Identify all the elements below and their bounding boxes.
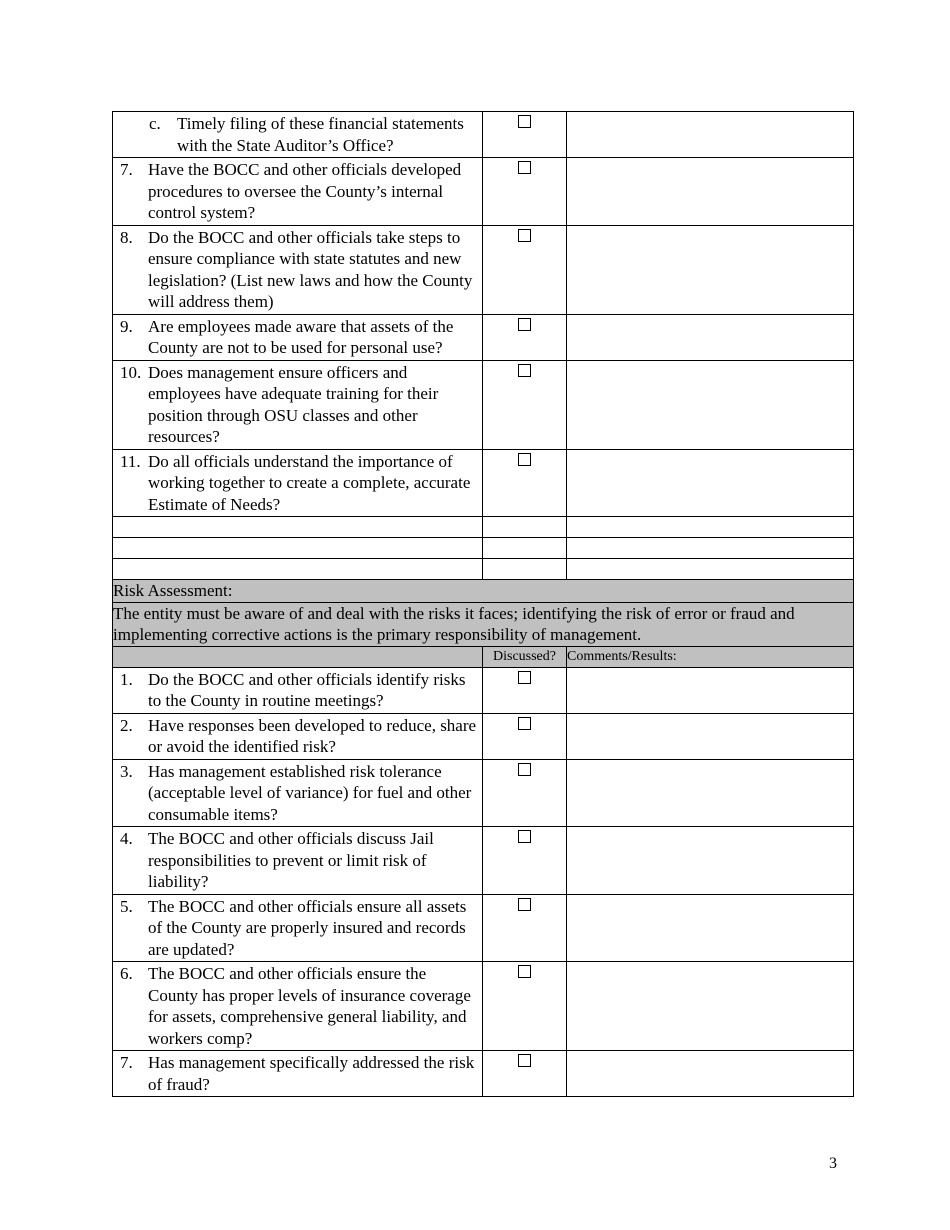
comments-cell[interactable] (567, 225, 854, 314)
discussed-checkbox[interactable] (518, 229, 531, 242)
comments-cell[interactable] (567, 827, 854, 895)
discussed-checkbox[interactable] (518, 717, 531, 730)
discussed-cell (483, 667, 567, 713)
question-number: 10. (120, 362, 142, 382)
discussed-cell (483, 759, 567, 827)
section-title: Risk Assessment: (113, 580, 854, 603)
question (113, 714, 482, 759)
question-text: The BOCC and other officials discuss Jail responsibilities to prevent or limit risk of liability? (148, 829, 434, 891)
comments-cell[interactable] (567, 449, 854, 517)
checklist-row (113, 713, 854, 759)
discussed-cell (483, 894, 567, 962)
question-text: Are employees made aware that assets of the County are not to be used for personal use? (148, 316, 454, 357)
checklist-row (113, 449, 854, 517)
question-text: Do the BOCC and other officials take steps to ensure compliance with state statutes and new legislation? (List new laws and how the County will address them) (148, 227, 473, 311)
comments-cell[interactable] (567, 314, 854, 360)
checklist-row (113, 1051, 854, 1097)
question (113, 760, 482, 827)
discussed-cell (483, 158, 567, 226)
blank-row (113, 559, 854, 580)
comments-cell[interactable] (567, 360, 854, 449)
question (113, 226, 482, 314)
question (113, 158, 482, 225)
question-number: 7. (120, 160, 133, 179)
discussed-checkbox[interactable] (518, 161, 531, 174)
discussed-checkbox[interactable] (518, 898, 531, 911)
discussed-checkbox[interactable] (518, 965, 531, 978)
discussed-cell (483, 449, 567, 517)
question (113, 361, 482, 449)
question-number: 3. (120, 761, 133, 781)
column-header-discussed: Discussed? (483, 646, 567, 667)
question-cell (113, 894, 483, 962)
discussed-cell (483, 827, 567, 895)
comments-cell[interactable] (567, 112, 854, 158)
checklist-row (113, 225, 854, 314)
question-number: 8. (120, 227, 133, 247)
discussed-checkbox[interactable] (518, 115, 531, 128)
checklist-row (113, 962, 854, 1051)
question-cell (113, 827, 483, 895)
blank-row (113, 517, 854, 538)
question-cell (113, 713, 483, 759)
question-number: 2. (120, 715, 133, 735)
question-text: Has management specifically addressed the risk of fraud? (148, 1053, 475, 1094)
question-cell (113, 449, 483, 517)
question-text: Do all officials understand the importance of working together to create a complete, accurate Estimate of Needs? (148, 451, 471, 514)
question (113, 450, 482, 517)
discussed-checkbox[interactable] (518, 453, 531, 466)
discussed-cell (483, 314, 567, 360)
discussed-cell (483, 713, 567, 759)
discussed-checkbox[interactable] (518, 318, 531, 331)
checklist-row (113, 112, 854, 158)
question-number: c. (149, 114, 161, 133)
question-text: Does management ensure officers and employees have adequate training for their position through OSU classes and other resources? (148, 362, 439, 446)
comments-cell[interactable] (567, 667, 854, 713)
comments-cell[interactable] (567, 894, 854, 962)
question-text: Have the BOCC and other officials developed procedures to oversee the County’s internal control system? (148, 160, 462, 222)
question-cell (113, 225, 483, 314)
question (113, 668, 482, 713)
discussed-cell (483, 962, 567, 1051)
question-cell (113, 962, 483, 1051)
column-header-row (113, 646, 854, 667)
discussed-checkbox[interactable] (518, 1054, 531, 1067)
checklist-row (113, 827, 854, 895)
question-cell (113, 667, 483, 713)
discussed-checkbox[interactable] (518, 364, 531, 377)
comments-cell[interactable] (567, 759, 854, 827)
comments-cell[interactable] (567, 1051, 854, 1097)
question (113, 895, 482, 962)
discussed-cell (483, 1051, 567, 1097)
question (113, 1051, 482, 1096)
question-text: Have responses been developed to reduce, share or avoid the identified risk? (148, 715, 477, 756)
question-text: The BOCC and other officials ensure the County has proper levels of insurance coverage for assets, comprehensive general liability, and workers comp? (148, 964, 471, 1048)
blank-row (113, 538, 854, 559)
upper-rows (113, 112, 854, 517)
question-number: 4. (120, 829, 133, 848)
checklist-row (113, 360, 854, 449)
question (113, 962, 482, 1050)
question-number: 9. (120, 316, 133, 336)
question (113, 315, 482, 360)
question (113, 827, 482, 894)
question-text: Has management established risk tolerance (acceptable level of variance) for fuel and other consumable items? (148, 761, 472, 824)
discussed-cell (483, 360, 567, 449)
question-cell (113, 1051, 483, 1097)
page-number: 3 (829, 1155, 837, 1172)
comments-cell[interactable] (567, 158, 854, 226)
question-cell (113, 112, 483, 158)
discussed-checkbox[interactable] (518, 830, 531, 843)
blank-rows (113, 517, 854, 580)
question-text: The BOCC and other officials ensure all assets of the County are properly insured and records are updated? (148, 896, 467, 959)
section-description: The entity must be aware of and deal with the risks it faces; identifying the risk of error or fraud and implementing corrective actions is the primary responsibility of management. (113, 602, 854, 646)
question (113, 112, 482, 157)
question-text: Do the BOCC and other officials identify risks to the County in routine meetings? (148, 669, 466, 710)
header-blank-cell (113, 646, 483, 667)
discussed-cell (483, 112, 567, 158)
comments-cell[interactable] (567, 962, 854, 1051)
checklist-row (113, 759, 854, 827)
question-cell (113, 360, 483, 449)
question-cell (113, 759, 483, 827)
question-number: 5. (120, 896, 133, 916)
checklist-row (113, 894, 854, 962)
discussed-checkbox[interactable] (518, 763, 531, 776)
discussed-checkbox[interactable] (518, 671, 531, 684)
risk-assessment-section (113, 580, 854, 668)
checklist-row (113, 158, 854, 226)
discussed-cell (483, 225, 567, 314)
checklist-row (113, 314, 854, 360)
lower-rows (113, 667, 854, 1097)
control-checklist-table (112, 111, 854, 1097)
question-cell (113, 158, 483, 226)
question-number: 11. (120, 451, 141, 471)
question-text: Timely filing of these financial statements with the State Auditor’s Office? (177, 114, 464, 155)
question-number: 6. (120, 964, 133, 983)
column-header-comments: Comments/Results: (567, 646, 854, 667)
checklist-row (113, 667, 854, 713)
question-number: 7. (120, 1053, 133, 1072)
question-number: 1. (120, 669, 133, 689)
question-cell (113, 314, 483, 360)
comments-cell[interactable] (567, 713, 854, 759)
